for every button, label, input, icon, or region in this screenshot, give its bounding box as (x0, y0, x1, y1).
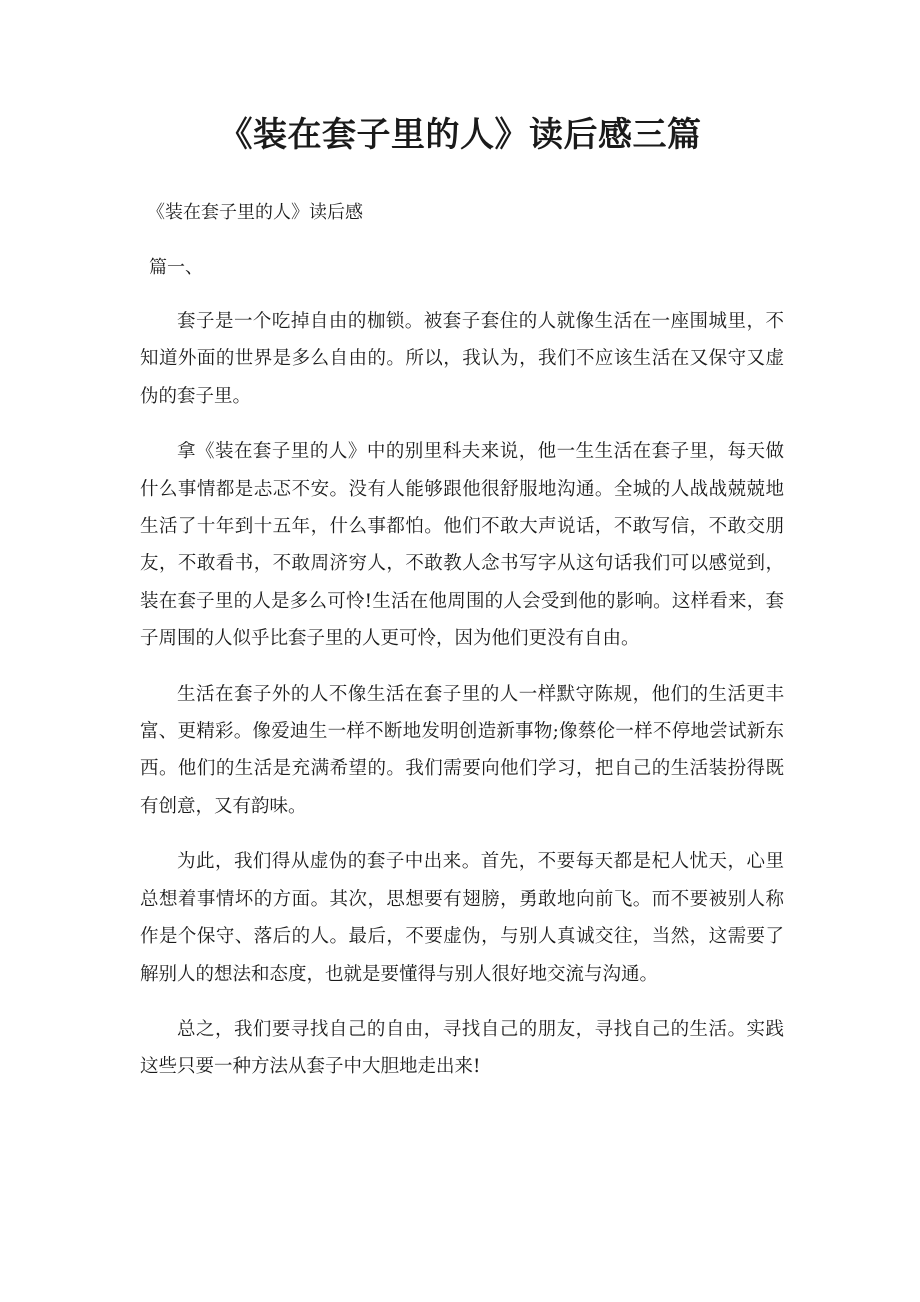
document-body (140, 303, 784, 1104)
paragraph: 拿《装在套子里的人》中的别里科夫来说，他一生生活在套子里，每天做什么事情都是忐忑不安。没有人能够跟他很舒服地沟通。全城的人战战兢兢地生活了十年到十五年，什么事都怕。他们不敢大声说话，不敢写信，不敢交朋友，不敢看书，不敢周济穷人，不敢教人念书写字从这句话我们可以感觉到，装在套子里的人是多么可怜!生活在他周围的人会受到他的影响。这样看来，套子周围的人似乎比套子里的人更可怜，因为他们更没有自由。 (140, 441, 784, 650)
paragraph: 总之，我们要寻找自己的自由，寻找自己的朋友，寻找自己的生活。实践这些只要一种方法从套子中大胆地走出来! (140, 1018, 784, 1078)
paragraph: 套子是一个吃掉自由的枷锁。被套子套住的人就像生活在一座围城里，不知道外面的世界是多么自由的。所以，我认为，我们不应该生活在又保守又虚伪的套子里。 (140, 311, 784, 407)
section-label: 篇一、 (149, 257, 203, 278)
paragraph: 为此，我们得从虚伪的套子中出来。首先，不要每天都是杞人忧天，心里总想着事情坏的方面。其次，思想要有翅膀，勇敢地向前飞。而不要被别人称作是个保守、落后的人。最后，不要虚伪，与别人真诚交往，当然，这需要了解别人的想法和态度，也就是要懂得与别人很好地交流与沟通。 (140, 851, 784, 985)
document-subtitle: 《装在套子里的人》读后感 (147, 202, 363, 223)
document-title: 《装在套子里的人》读后感三篇 (218, 115, 702, 155)
paragraph: 生活在套子外的人不像生活在套子里的人一样默守陈规，他们的生活更丰富、更精彩。像爱迪生一样不断地发明创造新事物;像蔡伦一样不停地尝试新东西。他们的生活是充满希望的。我们需要向他们学习，把自己的生活装扮得既有创意，又有韵味。 (140, 683, 784, 817)
